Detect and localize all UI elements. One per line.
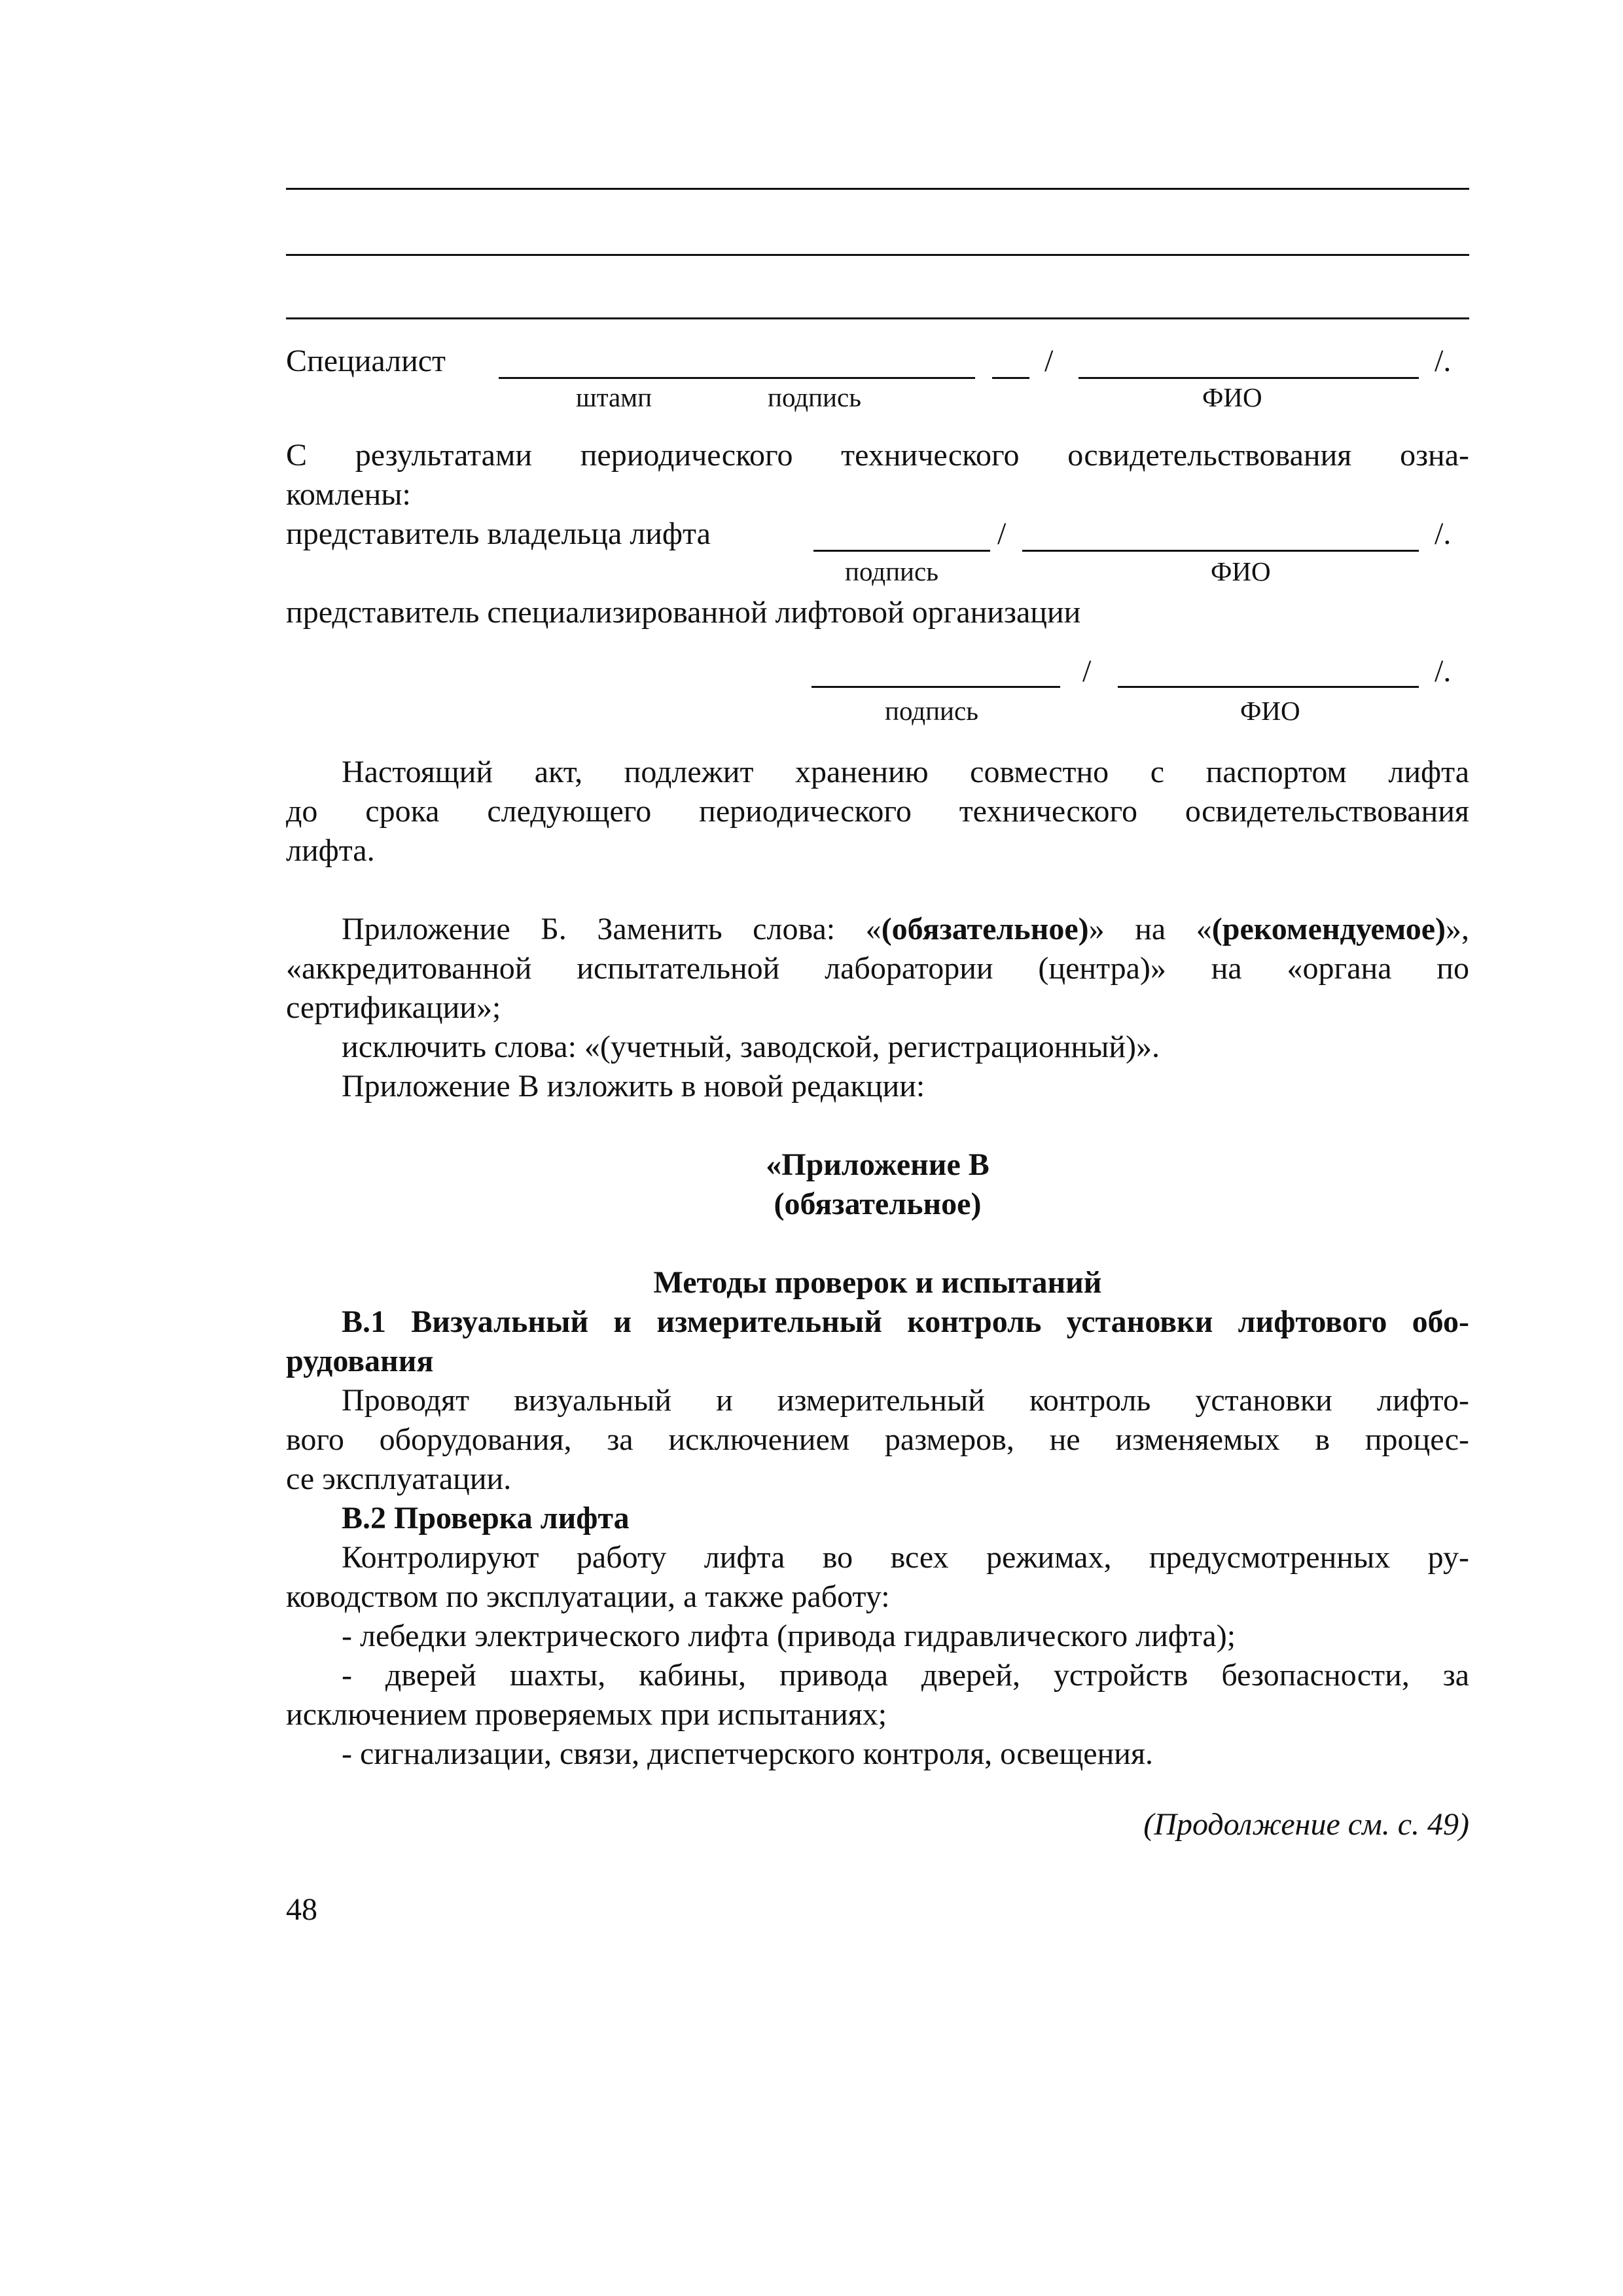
specialist-label: Специалист (286, 344, 446, 378)
owner-signature-caption: подпись (845, 556, 938, 586)
b2-item-3: - сигнализации, связи, диспетчерского контроля, освещения. (342, 1736, 1154, 1771)
b1-text-line-2: вого оборудования, за исключением размеров, не изменяемых в процес- (286, 1422, 1469, 1457)
appendix-title: «Приложение В (766, 1147, 990, 1182)
amendment-line-3: сертификации»; (286, 990, 501, 1025)
b2-text-line-1: Контролируют работу лифта во всех режимах, предусмотренных ру- (342, 1540, 1469, 1575)
amendment-text-c: » на « (1088, 912, 1212, 946)
acquaint-line-1: С результатами периодического технического освидетельствования озна- (286, 438, 1469, 473)
b2-text-line-2: ководством по эксплуатации, а также работу: (286, 1579, 890, 1614)
blank-line-2 (286, 254, 1469, 256)
appendix-status: (обязательное) (774, 1187, 982, 1221)
org-label: представитель специализированной лифтовой организации (286, 595, 1081, 630)
amendment-text-e: », (1446, 912, 1469, 946)
stamp-caption: штамп (576, 382, 652, 412)
owner-label: представитель владельца лифта (286, 516, 711, 551)
org-fio-line (1118, 686, 1419, 688)
amendment-line-1 (342, 910, 1469, 949)
org-end-mark: /. (1435, 654, 1452, 689)
specialist-slash: / (1044, 344, 1054, 378)
specialist-fio-line (1079, 377, 1419, 379)
specialist-short-line (992, 377, 1029, 379)
amendment-new-word: (рекомендуемое) (1211, 912, 1446, 946)
b1-heading-line-1: В.1 Визуальный и измерительный контроль установки лифтового обо- (342, 1304, 1469, 1339)
storage-note-line-1: Настоящий акт, подлежит хранению совместно с паспортом лифта (342, 755, 1469, 789)
signature-caption: подпись (768, 382, 861, 412)
specialist-end-mark: /. (1435, 344, 1452, 378)
b1-text-line-1: Проводят визуальный и измерительный контроль установки лифто- (342, 1383, 1469, 1418)
amendment-line-2: «аккредитованной испытательной лаборатории (центра)» на «органа по (286, 951, 1469, 986)
owner-fio-caption: ФИО (1211, 556, 1271, 586)
amendment-text-a: Приложение Б. Заменить слова: « (342, 912, 882, 946)
org-signature-line (812, 686, 1060, 688)
owner-end-mark: /. (1435, 516, 1452, 551)
fio-caption: ФИО (1202, 382, 1262, 412)
acquaint-line-2: комлены: (286, 477, 411, 512)
b1-text-line-3: се эксплуатации. (286, 1462, 512, 1496)
amendment-line-5: Приложение В изложить в новой редакции: (342, 1069, 925, 1103)
continuation-note: (Продолжение см. с. 49) (1143, 1807, 1469, 1842)
b2-item-2-line-2: исключением проверяемых при испытаниях; (286, 1697, 887, 1732)
owner-signature-line (813, 550, 990, 552)
specialist-stamp-line (499, 377, 975, 379)
page-number: 48 (286, 1892, 317, 1927)
blank-line-3 (286, 317, 1469, 319)
blank-line-1 (286, 188, 1469, 190)
storage-note-line-3: лифта. (286, 833, 375, 868)
b1-heading-line-2: рудования (286, 1344, 434, 1378)
amendment-line-4: исключить слова: «(учетный, заводской, регистрационный)». (342, 1030, 1160, 1064)
methods-heading: Методы проверок и испытаний (653, 1265, 1102, 1300)
b2-item-1: - лебедки электрического лифта (привода гидравлического лифта); (342, 1619, 1236, 1653)
b2-item-2-line-1: - дверей шахты, кабины, привода дверей, устройств безопасности, за (342, 1658, 1469, 1693)
storage-note-line-2: до срока следующего периодического технического освидетельствования (286, 794, 1469, 829)
owner-fio-line (1022, 550, 1419, 552)
owner-slash: / (997, 516, 1007, 551)
org-signature-caption: подпись (885, 696, 978, 726)
b2-heading: В.2 Проверка лифта (342, 1501, 630, 1535)
org-slash: / (1082, 654, 1092, 689)
amendment-old-word: (обязательное) (881, 912, 1089, 946)
org-fio-caption: ФИО (1240, 696, 1300, 726)
